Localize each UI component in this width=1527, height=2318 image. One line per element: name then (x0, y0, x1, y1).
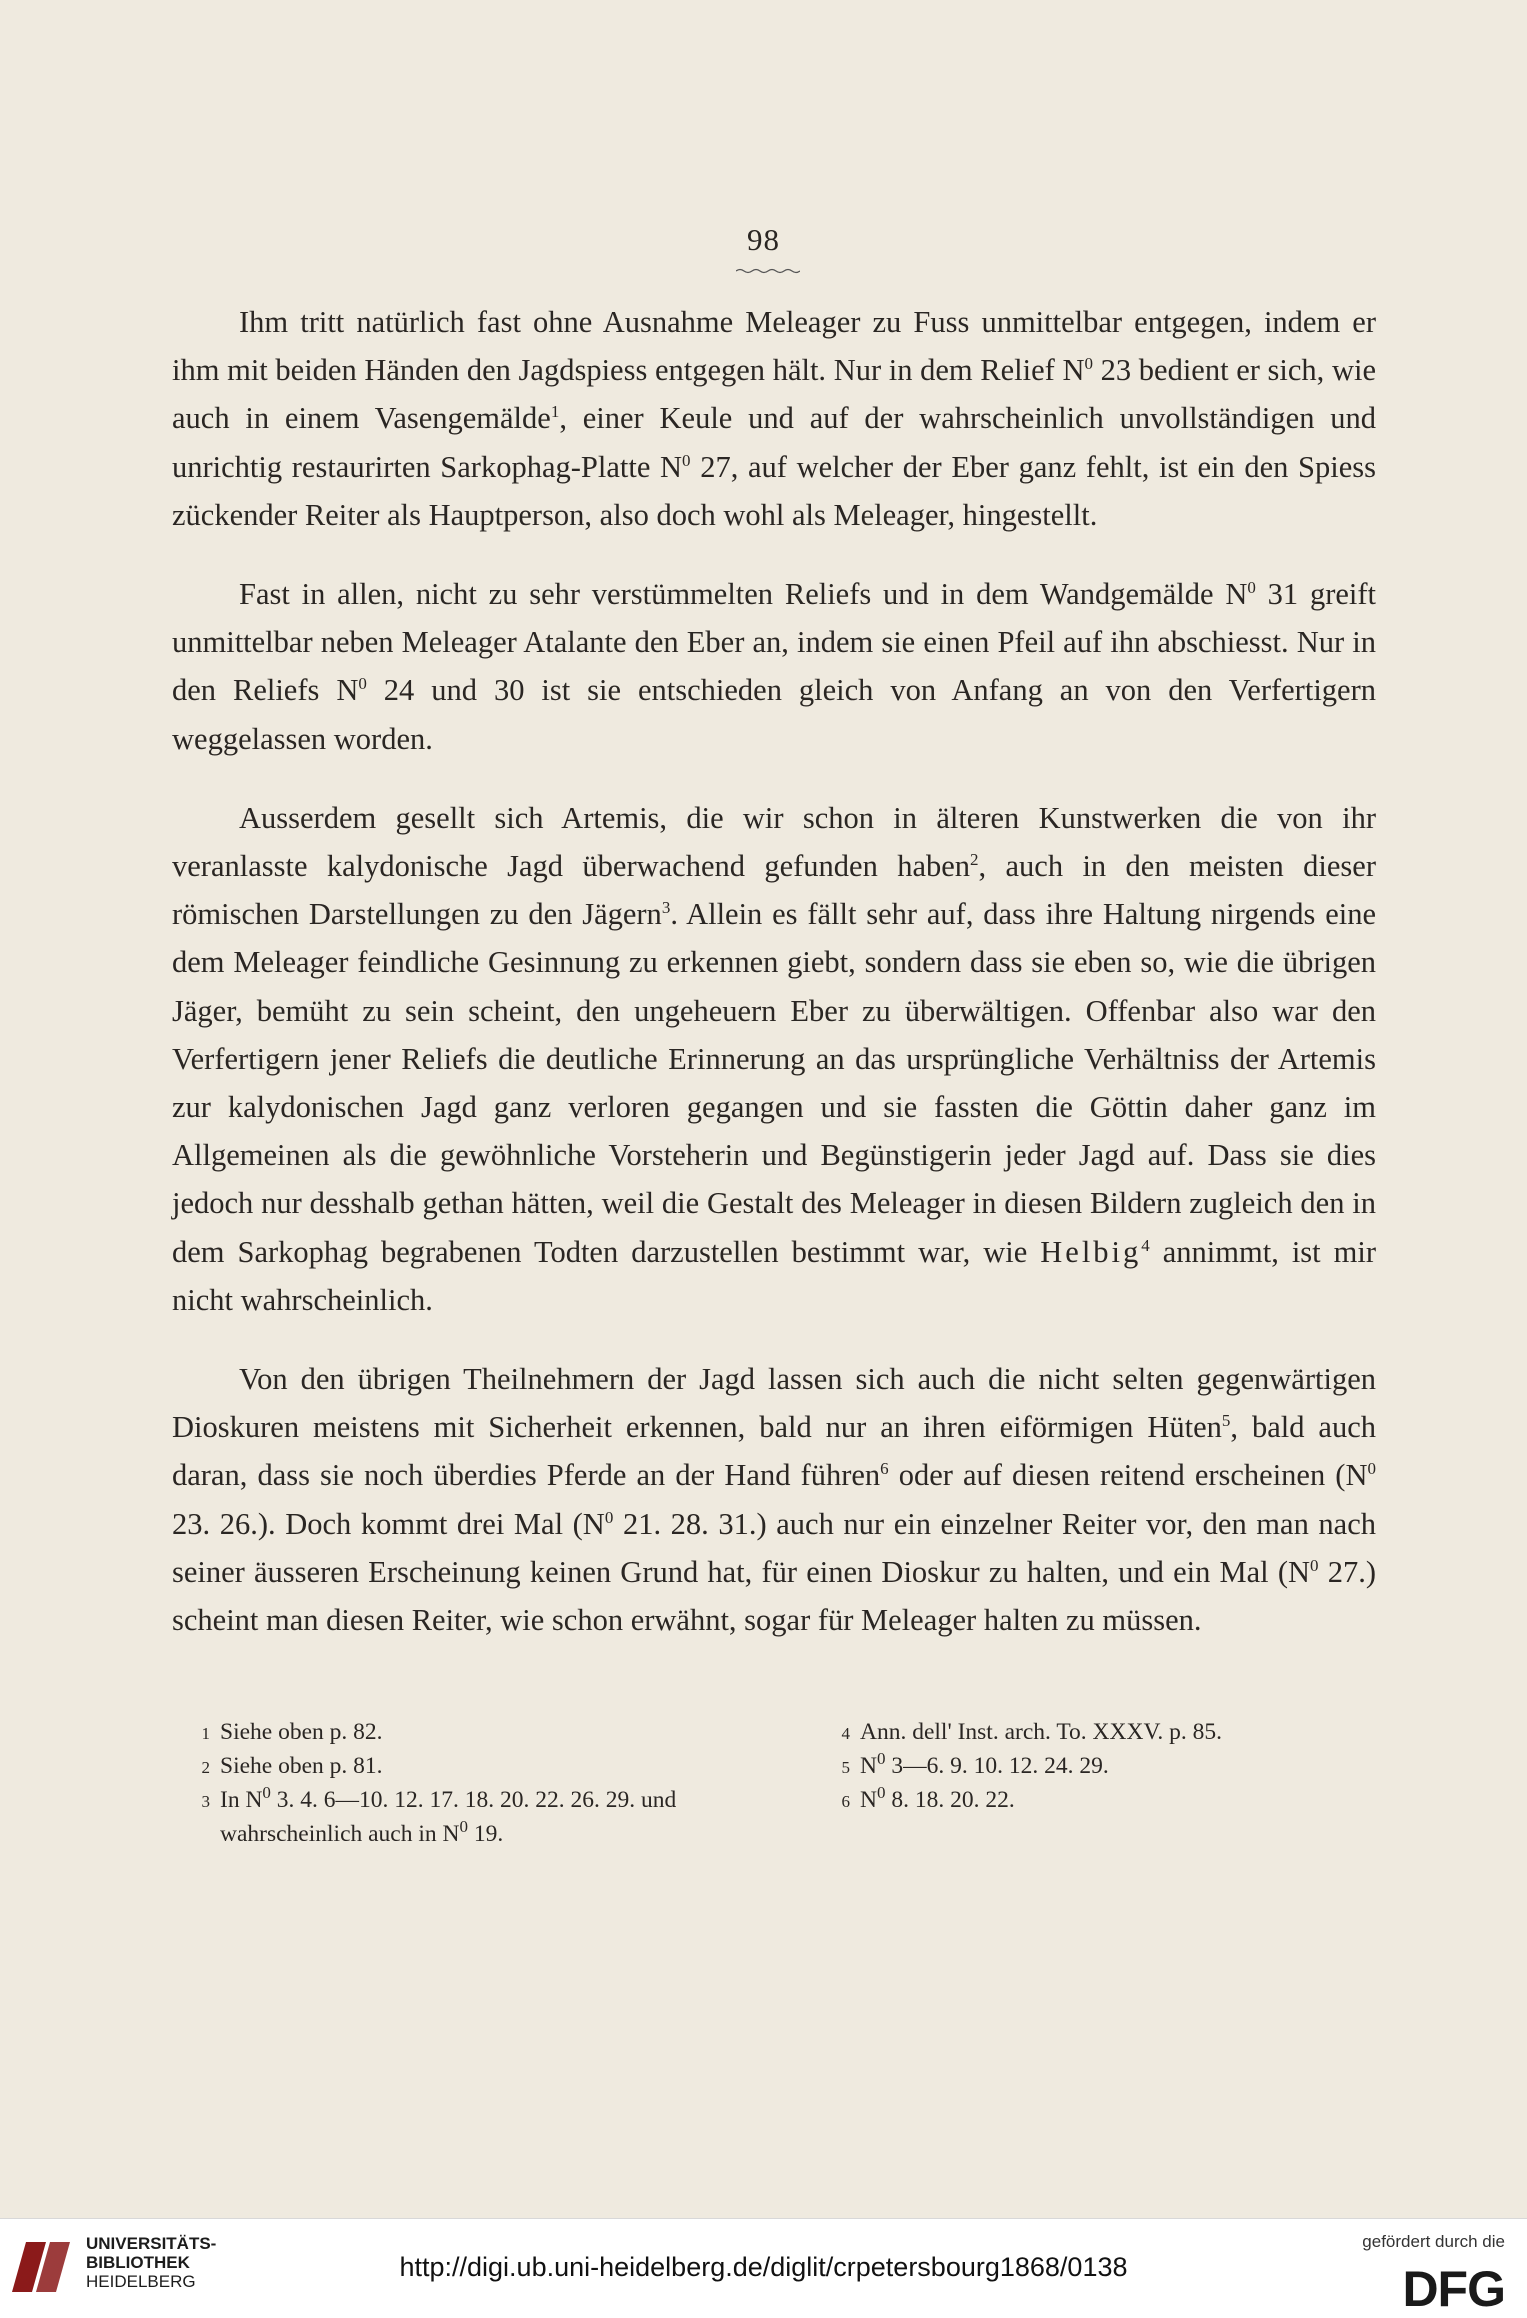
text-run: 8. 18. 20. 22. (885, 1787, 1015, 1813)
footnote-reference: 5 (1221, 1411, 1231, 1431)
text-run: Ihm tritt natürlich fast ohne Ausnahme Meleager zu Fuss unmittelbar entgegen, indem er ihm mit beiden Händen den Jagdspiess entgegen hält. Nur in dem Relief N (172, 305, 1376, 388)
text-run: , bald auch daran, dass sie noch überdies Pferde an der Hand führen (172, 1410, 1376, 1493)
text-run: In N (220, 1787, 263, 1813)
footnote-number: 6 (841, 1792, 850, 1811)
footnote-reference: 3 (661, 898, 671, 918)
page-number: 98 (747, 222, 780, 257)
text-run: 3—6. 9. 10. 12. 24. 29. (885, 1753, 1109, 1779)
text-run: , einer Keule und auf der wahrscheinlich unvollständigen und unrichtig restaurirten Sarkophag-Platte N (172, 401, 1376, 484)
text-run: oder auf diesen reitend erscheinen (N (888, 1458, 1368, 1493)
text-run: Siehe oben p. 82. (220, 1719, 383, 1745)
footnotes-left (172, 1716, 772, 1851)
sponsor-label: gefördert durch die (1362, 2232, 1505, 2251)
text-run: N (860, 1753, 877, 1779)
body-text (172, 298, 1376, 1675)
footnote (812, 1784, 1372, 1818)
text-run: Siehe oben p. 81. (220, 1753, 383, 1779)
footnote-reference: 0 (1310, 1555, 1319, 1575)
footnote-reference: 0 (876, 1749, 886, 1769)
body-paragraph (172, 1355, 1376, 1644)
footnote-reference: 0 (1247, 577, 1256, 597)
text-run: 31 greift unmittelbar neben Meleager Atalante den Eber an, indem sie einen Pfeil auf ihn abschiesst. Nur in den Reliefs N (172, 577, 1376, 708)
footnote-reference: 1 (550, 402, 560, 422)
text-run: . Allein es fällt sehr auf, dass ihre Haltung nirgends eine dem Meleager feindliche Gesinnung zu erkennen giebt, sondern dass sie eben so, wie die übrigen Jäger, bemüht zu sein scheint, den ungeheuern Eber zu überwältigen. Offenbar also war den Verfertigern jener Reliefs die deutliche Erinnerung an das ursprüngliche Verhältniss der Artemis zur kalydonischen Jagd ganz verloren gegangen und sie fassten die Göttin daher ganz im Allgemeinen als die gewöhnliche Vorsteherin und Begünstigerin jeder Jagd auf. Dass sie dies jedoch nur desshalb gethan hätten, weil die Gestalt des Meleager in diesen Bildern zugleich den in dem Sarkophag begrabenen Todten darzustellen bestimmt war, wie (172, 897, 1376, 1269)
text-run: , auch in den meisten dieser römischen Darstellungen zu den Jägern (172, 849, 1376, 932)
dfg-logo: DFG (1402, 2261, 1505, 2317)
footnote-reference: 4 (1141, 1235, 1150, 1255)
body-paragraph (172, 570, 1376, 763)
text-run: 23. 26.). Doch kommt drei Mal (N (172, 1506, 605, 1541)
footnote-reference: 0 (459, 1817, 468, 1837)
footnote (812, 1716, 1372, 1750)
text-run: 27.) scheint man diesen Reiter, wie schon erwähnt, sogar für Meleager halten zu müssen. (172, 1554, 1376, 1638)
spaced-author-name: Helbig (1040, 1234, 1142, 1269)
footnote (172, 1750, 772, 1784)
text-run: annimmt, ist mir nicht wahrscheinlich. (172, 1234, 1376, 1317)
page-number-ornament (736, 268, 800, 274)
library-name-line-1: UNIVERSITÄTS- (86, 2234, 217, 2253)
text-run: N (860, 1787, 877, 1813)
footnote-reference: 0 (1367, 1459, 1376, 1479)
digitization-url-link[interactable]: http://digi.ub.uni-heidelberg.de/diglit/crpetersbourg1868/0138 (399, 2252, 1128, 2282)
text-run: Ausserdem gesellt sich Artemis, die wir schon in älteren Kunstwerken die von ihr veranlasste kalydonische Jagd überwachend gefunden haben (172, 800, 1376, 884)
footnote-reference: 0 (358, 674, 367, 694)
footnote-reference: 0 (262, 1783, 271, 1803)
footnote-reference: 0 (604, 1507, 614, 1527)
text-run: 23 bedient er sich, wie auch in einem Vasengemälde (172, 353, 1376, 436)
footnote-number: 4 (841, 1724, 850, 1743)
library-name-line-3: HEIDELBERG (86, 2272, 196, 2291)
footnote-number: 2 (201, 1758, 210, 1777)
footnote-number: 5 (841, 1758, 850, 1777)
footnote (812, 1750, 1372, 1784)
text-run: 27, auf welcher der Eber ganz fehlt, ist ein den Spiess zückender Reiter als Hauptperson, also doch wohl als Meleager, hingestellt. (172, 449, 1377, 532)
body-paragraph (172, 298, 1376, 539)
library-name-line-2: BIBLIOTHEK (86, 2253, 190, 2272)
text-run: Ann. dell' Inst. arch. To. XXXV. p. 85. (860, 1719, 1223, 1745)
footnote-reference: 0 (1084, 354, 1093, 374)
text-run: Von den übrigen Theilnehmern der Jagd lassen sich auch die nicht selten gegenwärtigen Dioskuren meistens mit Sicherheit erkennen, bald nur an ihren eiförmigen Hüten (172, 1362, 1376, 1445)
footnote-reference: 6 (880, 1459, 889, 1479)
footnote-reference: 0 (682, 450, 691, 470)
body-paragraph (172, 794, 1376, 1324)
footnote-reference: 2 (970, 849, 979, 869)
text-run: 3. 4. 6—10. 12. 17. 18. 20. 22. 26. 29. und wahrscheinlich auch in N (220, 1787, 677, 1847)
text-run: 24 und 30 ist sie entschieden gleich von Anfang an von den Verfertigern weggelassen worden. (172, 673, 1376, 756)
footnote-number: 1 (201, 1724, 210, 1743)
footnotes-right (812, 1716, 1372, 1818)
footnote-reference: 0 (876, 1783, 886, 1803)
text-run: Fast in allen, nicht zu sehr verstümmelten Reliefs und in dem Wandgemälde N (239, 577, 1248, 612)
footnote-number: 3 (201, 1792, 210, 1811)
text-run: 21. 28. 31.) auch nur ein einzelner Reiter vor, den man nach seiner äusseren Erscheinung keinen Grund hat, für einen Dioskur zu halten, und ein Mal (N (172, 1506, 1376, 1589)
footnote (172, 1784, 772, 1851)
text-run: 19. (468, 1821, 504, 1847)
footnote (172, 1716, 772, 1750)
